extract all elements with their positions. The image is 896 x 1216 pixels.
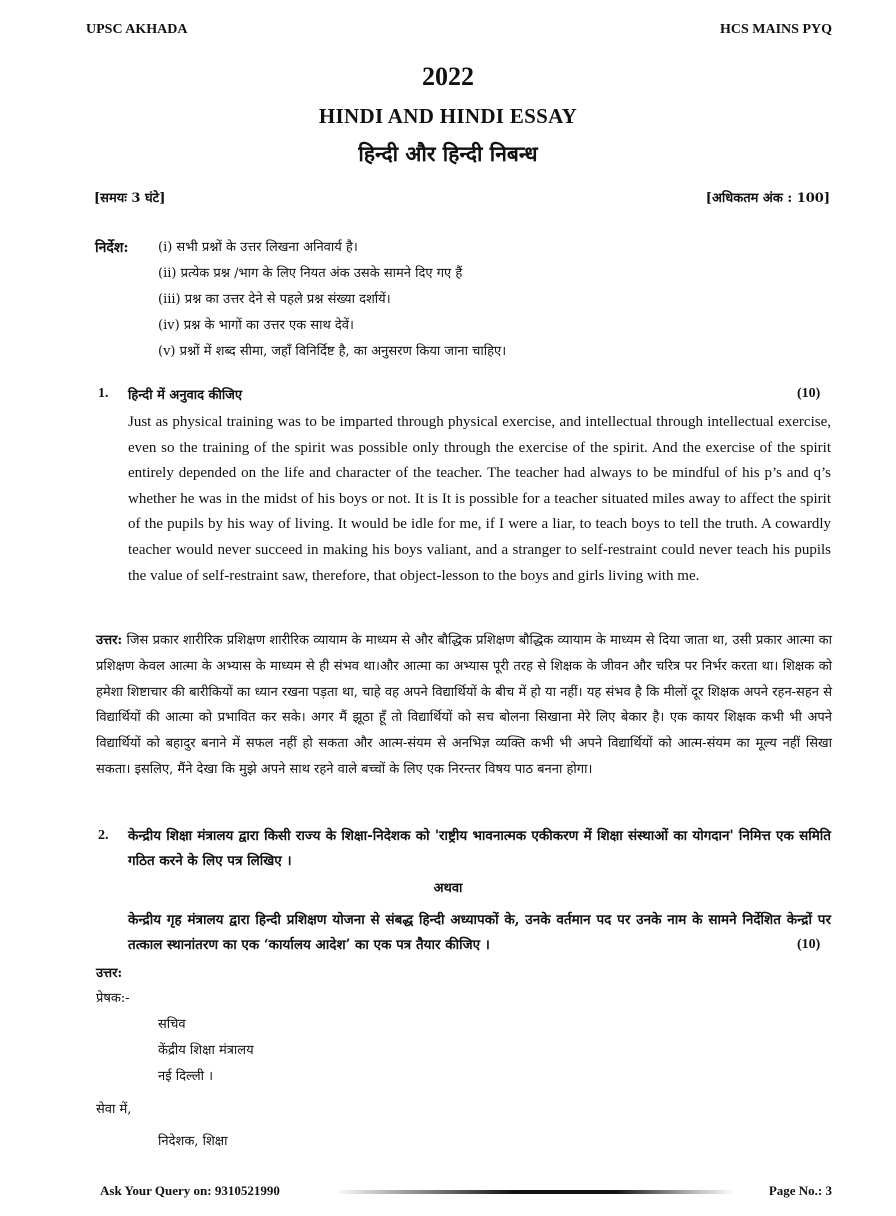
instruction-item: (iv) प्रश्न के भागों का उत्तर एक साथ देवें।: [158, 318, 354, 333]
instruction-item: (ii) प्रत्येक प्रश्न /भाग के लिए नियत अंक उसके सामने दिए गए हैं: [158, 266, 463, 281]
question-2-part-b: केन्द्रीय गृह मंत्रालय द्वारा हिन्दी प्रशिक्षण योजना से संबद्ध हिन्दी अध्यापकों के, उनके वर्तमान पद पर उनके नाम के सामने निर्देशित केन्द्रों पर तत्काल स्थानांतरण का एक ‘कार्यालय आदेश’ का एक पत्र तैयार कीजिए ।: [128, 912, 831, 953]
footer-page-number: Page No.: 3: [768, 1183, 832, 1198]
letter-to-label: सेवा में,: [96, 1102, 132, 1117]
letter-from-label: प्रेषक:-: [96, 991, 130, 1006]
question-1-passage: Just as physical training was to be imparted through physical exercise, and intellectual through intellectual exercise, even so the training of the spirit was possible only through the exercise of the spirit. And the exercise of the spirit entirely depended on the life and character of the teacher. The teacher had always to be mindful of his p’s and q’s whether he was in the midst of his boys or not. It is It is possible for a teacher situated miles away to affect the spirit of the pupils by his way of living. It would be idle for me, if I were a liar, to teach boys to tell the truth. A cowardly teacher would never succeed in making his boys valiant, and a stranger to self-restraint could never teach his pupils the value of self-restraint saw, therefore, that object-lesson to the boys and girls living with me.: [128, 414, 831, 584]
instructions-label: निर्देश:: [95, 240, 129, 256]
paper-title-english: HINDI AND HINDI ESSAY: [318, 104, 578, 128]
paper-title-hindi: हिन्दी और हिन्दी निबन्ध: [358, 141, 538, 166]
footer-query: Ask Your Query on: 9310521990: [100, 1183, 280, 1198]
header-left: UPSC AKHADA: [86, 22, 188, 37]
question-1-number: 1.: [98, 386, 109, 401]
question-2-answer-label: उत्तर:: [96, 966, 123, 981]
header-right: HCS MAINS PYQ: [719, 22, 832, 37]
exam-year: 2022: [422, 62, 474, 91]
instruction-item: (i) सभी प्रश्नों के उत्तर लिखना अनिवार्य है।: [158, 240, 358, 255]
footer-divider: [335, 1190, 735, 1194]
letter-to-line: निदेशक, शिक्षा: [158, 1134, 228, 1149]
letter-from-line: नई दिल्ली ।: [158, 1069, 214, 1084]
letter-from-line: केंद्रीय शिक्षा मंत्रालय: [158, 1043, 254, 1058]
maximum-marks: [अधिकतम अंक : 100]: [705, 191, 830, 206]
question-2-or: अथवा: [433, 881, 463, 896]
question-1-marks: (10): [797, 386, 821, 401]
answer-label: उत्तर:: [96, 633, 123, 648]
letter-from-line: सचिव: [158, 1017, 186, 1032]
instruction-item: (v) प्रश्नों में शब्द सीमा, जहाँ विनिर्दिष्ट है, का अनुसरण किया जाना चाहिए।: [158, 344, 507, 359]
question-1-answer: [96, 628, 832, 783]
question-2-marks: (10): [797, 937, 821, 952]
answer-text: जिस प्रकार शारीरिक प्रशिक्षण शारीरिक व्यायाम के माध्यम से और बौद्धिक प्रशिक्षण बौद्धिक व्यायाम के माध्यम से दिया जाता था, उसी प्रकार आत्मा का प्रशिक्षण केवल आत्मा के अभ्यास के माध्यम से ही संभव था।और आत्मा का अभ्यास पूरी तरह से शिक्षक के जीवन और चरित्र पर निर्भर करता था। शिक्षक को हमेशा शिष्टाचार की बारीकियों का ध्यान रखना पड़ता था, चाहे वह अपने विद्यार्थियों के बीच में हो या नहीं। यह संभव है कि मीलों दूर शिक्षक अपने रहन-सहन से विद्यार्थियों की आत्मा को प्रभावित कर सके। अगर मैं झूठा हूँ तो विद्यार्थियों को सच बोलना सिखाना मेरे लिए बेकार है। एक कायर शिक्षक कभी भी अपने विद्यार्थियों को बहादुर बनाने में सफल नहीं हो सकता और आत्म-संयम से अनभिज्ञ व्यक्ति कभी भी अपने विद्यार्थियों को आत्म-संयम का मूल्य नहीं सिखा सकता। इसलिए, मैंने देखा कि मुझे अपने साथ रहने वाले बच्चों के लिए एक निरन्तर विषय पाठ बनना होगा।: [96, 633, 832, 777]
question-2-number: 2.: [98, 828, 109, 843]
question-2-part-a: केन्द्रीय शिक्षा मंत्रालय द्वारा किसी राज्य के शिक्षा-निदेशक को 'राष्ट्रीय भावनात्मक एकीकरण में शिक्षा संस्थाओं का योगदान' निमित्त एक समिति गठित करने के लिए पत्र लिखिए ।: [128, 828, 831, 869]
time-allowed: [समयः 3 घंटे]: [94, 191, 166, 206]
instruction-item: (iii) प्रश्न का उत्तर देने से पहले प्रश्न संख्या दर्शायें।: [158, 292, 391, 307]
question-1-title: हिन्दी में अनुवाद कीजिए: [128, 388, 243, 403]
